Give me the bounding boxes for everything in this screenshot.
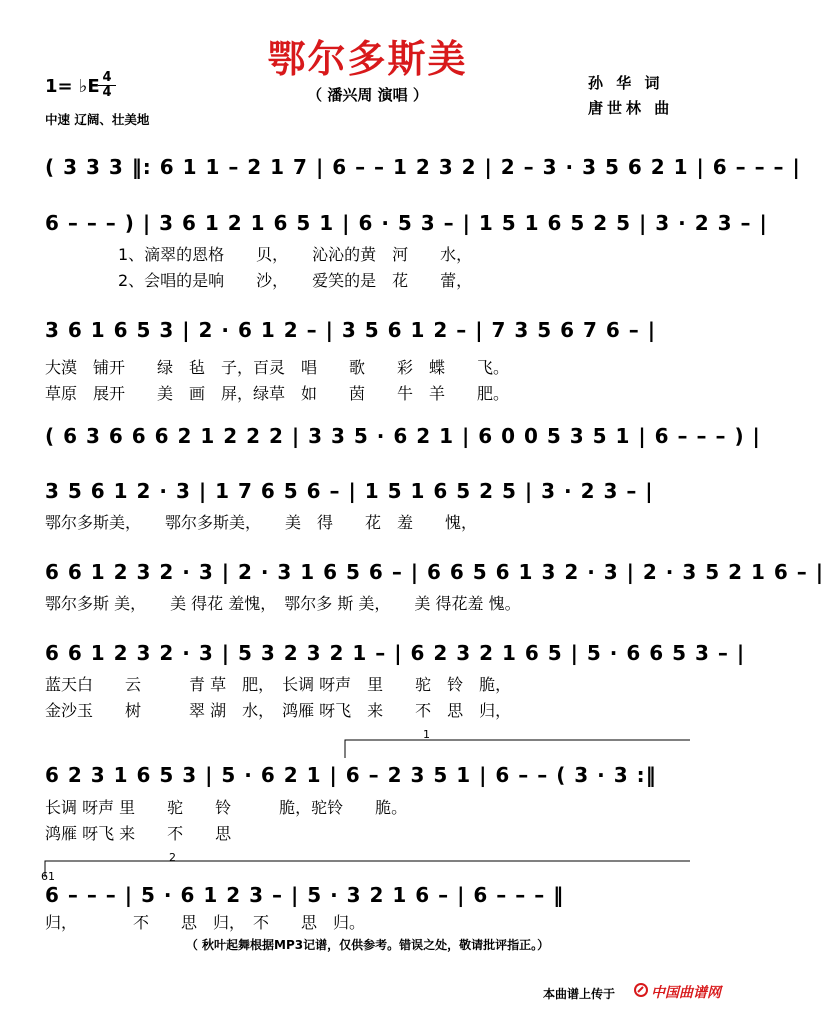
lyricist: 孙 华 词 (588, 74, 664, 92)
time-signature-top: 4 (102, 70, 112, 85)
system-9-lyrics-1: 归， 不 思 归， 不 思 归。 (45, 913, 366, 932)
system-9-notes: 6 – – – | 5 · 6 1 2 3 – | 5 · 3 2 1 6 – | 6 – – – ‖ (45, 883, 565, 907)
system-4-notes: ( 6 3 6 6 6 2 1 2 2 2 | 3 3 5 · 6 2 1 | 6 0 0 5 3 5 1 | 6 – – – ) | (45, 424, 761, 448)
site-brand: 中国曲谱网 (651, 985, 721, 1001)
system-5-lyrics-1: 鄂尔多斯美， 鄂尔多斯美， 美 得 花 羞 愧， (45, 513, 478, 532)
performer-subtitle: （ 潘兴周 演唱 ） (307, 86, 428, 104)
system-8-notes: 6 2 3 1 6 5 3 | 5 · 6 2 1 | 6 – 2 3 5 1 | 6 – – ( 3 · 3 :‖ (45, 763, 657, 787)
system-8-lyrics-1: 长调 呀声 里 驼 铃 脆，驼铃 脆。 (45, 798, 408, 817)
system-7-notes: 6 6 1 2 3 2 · 3 | 5 3 2 3 2 1 – | 6 2 3 2 1 6 5 | 5 · 6 6 5 3 – | (45, 641, 746, 665)
grace-note: 61 (41, 870, 55, 883)
system-7-lyrics-2: 金沙玉 树 翠 湖 水， 鸿雁 呀飞 来 不 思 归， (45, 701, 512, 720)
system-2-lyrics-2: 2、会唱的是响 沙， 爱笑的是 花 蕾， (118, 271, 473, 290)
page-title: 鄂尔多斯美 (267, 37, 468, 81)
composer: 唐世林 曲 (588, 99, 674, 117)
key-signature: 1= ♭E (45, 76, 100, 97)
transcription-note: （ 秋叶起舞根据MP3记谱，仅供参考。错误之处，敬请批评指正。） (185, 938, 550, 952)
system-3-lyrics-2: 草原 展开 美 画 屏，绿草 如 茵 牛 羊 肥。 (45, 384, 510, 403)
system-2-lyrics-1: 1、滴翠的恩格 贝， 沁沁的黄 河 水， (118, 245, 473, 264)
system-5-notes: 3 5 6 1 2 · 3 | 1 7 6 5 6 – | 1 5 1 6 5 2 5 | 3 · 2 3 – | (45, 479, 654, 503)
system-2-notes: 6 – – – ) | 3 6 1 2 1 6 5 1 | 6 · 5 3 – | 1 5 1 6 5 2 5 | 3 · 2 3 – | (45, 211, 768, 235)
system-7-lyrics-1: 蓝天白 云 青 草 肥， 长调 呀声 里 驼 铃 脆， (45, 675, 512, 694)
system-3-lyrics-1: 大漠 铺开 绿 毡 子，百灵 唱 歌 彩 蝶 飞。 (45, 358, 510, 377)
system-6-lyrics-1: 鄂尔多斯 美， 美 得花 羞愧， 鄂尔多 斯 美， 美 得花羞 愧。 (45, 594, 521, 613)
volta-1-bracket (345, 740, 690, 758)
time-signature-bottom: 4 (98, 85, 116, 100)
system-1-notes: ( 3 3 3 ‖: 6 1 1 – 2 1 7 | 6 – – 1 2 3 2 | 2 – 3 · 3 5 6 2 1 | 6 – – – | (45, 155, 801, 179)
system-3-notes: 3 6 1 6 5 3 | 2 · 6 1 2 – | 3 5 6 1 2 – | 7 3 5 6 7 6 – | (45, 318, 657, 342)
volta-1-label: 1 (423, 728, 430, 741)
tempo-marking: 中速 辽阔、壮美地 (45, 112, 150, 127)
system-8-lyrics-2: 鸿雁 呀飞 来 不 思 (45, 824, 232, 843)
volta-2-bracket (45, 861, 690, 877)
system-6-notes: 6 6 1 2 3 2 · 3 | 2 · 3 1 6 5 6 – | 6 6 5 6 1 3 2 · 3 | 2 · 3 5 2 1 6 – | (45, 560, 824, 584)
upload-label: 本曲谱上传于 (543, 987, 616, 1001)
volta-2-label: 2 (169, 851, 176, 864)
